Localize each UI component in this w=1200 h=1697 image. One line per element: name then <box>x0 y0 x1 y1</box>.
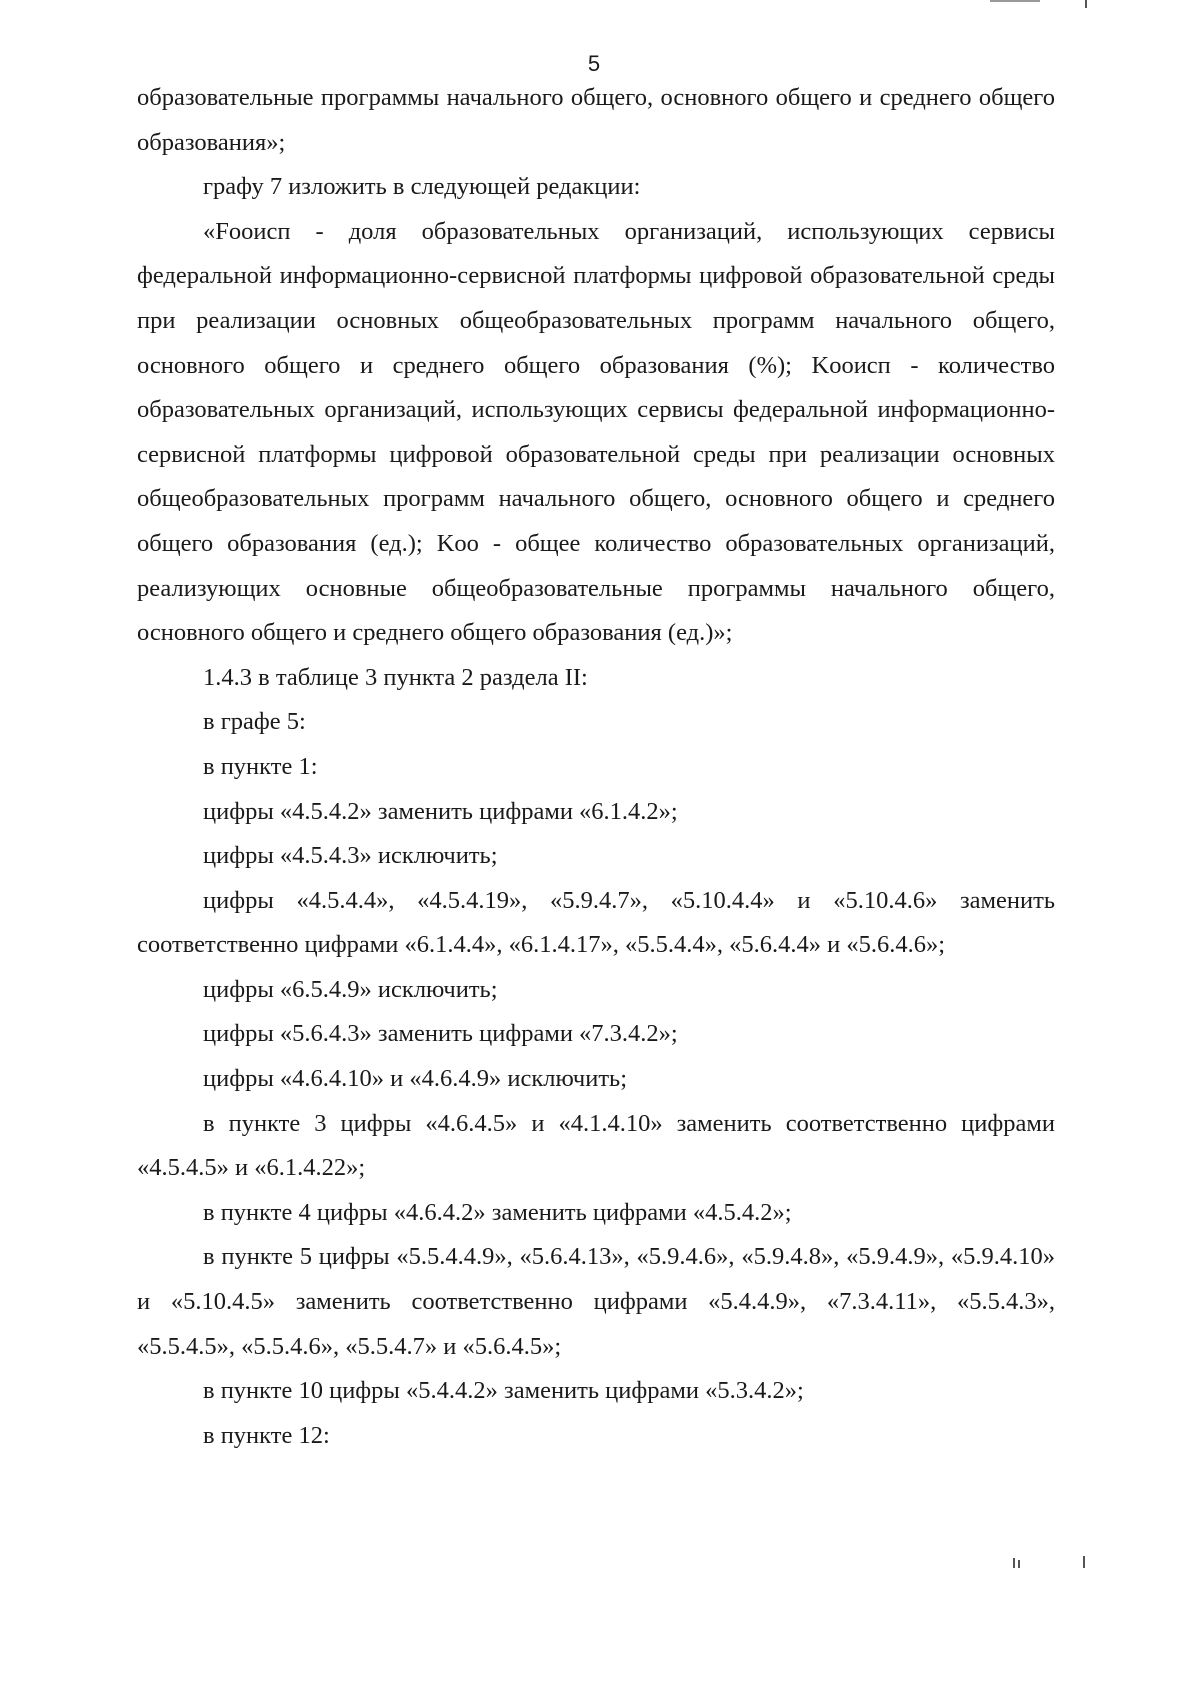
scan-mark <box>1083 1556 1085 1568</box>
document-body <box>137 76 1055 1458</box>
paragraph: в пункте 1: <box>203 752 318 780</box>
scan-mark <box>990 0 1040 2</box>
paragraph: образовательные программы начального общего, основного общего и среднего общего образования»; <box>137 84 1055 156</box>
paragraph: цифры «4.5.4.4», «4.5.4.19», «5.9.4.7», «5.10.4.4» и «5.10.4.6» заменить соответственно цифрами «6.1.4.4», «6.1.4.17», «5.5.4.4», «5.6.4.4» и «5.6.4.6»; <box>137 886 1055 959</box>
paragraph: цифры «4.5.4.2» заменить цифрами «6.1.4.2»; <box>203 797 678 825</box>
paragraph: в графе 5: <box>203 708 306 736</box>
scan-mark <box>1085 0 1087 8</box>
paragraph: в пункте 4 цифры «4.6.4.2» заменить цифрами «4.5.4.2»; <box>203 1198 792 1226</box>
page-number: 5 <box>587 51 601 76</box>
paragraph: в пункте 10 цифры «5.4.4.2» заменить цифрами «5.3.4.2»; <box>203 1377 804 1405</box>
scan-mark <box>1013 1558 1015 1568</box>
paragraph: цифры «4.6.4.10» и «4.6.4.9» исключить; <box>203 1065 628 1093</box>
paragraph: 1.4.3 в таблице 3 пункта 2 раздела II: <box>203 663 588 691</box>
paragraph: в пункте 5 цифры «5.5.4.4.9», «5.6.4.13», «5.9.4.6», «5.9.4.8», «5.9.4.9», «5.9.4.10» и «5.10.4.5» заменить соответственно цифрами «5.4.4.9», «7.3.4.11», «5.5.4.3», «5.5.4.5», «5.5.4.6», «5.5.4.7» и «5.6.4.5»; <box>137 1243 1055 1360</box>
paragraph: графу 7 изложить в следующей редакции: <box>203 173 641 201</box>
scan-mark <box>1018 1560 1020 1568</box>
paragraph: цифры «4.5.4.3» исключить; <box>203 842 498 870</box>
paragraph: в пункте 3 цифры «4.6.4.5» и «4.1.4.10» заменить соответственно цифрами «4.5.4.5» и «6.1.4.22»; <box>137 1109 1055 1182</box>
paragraph: в пункте 12: <box>203 1421 330 1449</box>
paragraph: цифры «6.5.4.9» исключить; <box>203 975 498 1003</box>
paragraph: «Fooисп - доля образовательных организаций, использующих сервисы федеральной информационно-сервисной платформы цифровой образовательной среды при реализации основных общеобразовательных программ начального общего, основного общего и среднего общего образования (%); Kooисп - количество образовательных организаций, использующих сервисы федеральной информационно-сервисной платформы цифровой образовательной среды при реализации основных общеобразовательных программ начального общего, основного общего и среднего общего образования (ед.); Koo - общее количество образовательных организаций, реализующих основные общеобразовательные программы начального общего, основного общего и среднего общего образования (ед.)»; <box>137 217 1055 647</box>
paragraph: цифры «5.6.4.3» заменить цифрами «7.3.4.2»; <box>203 1020 678 1048</box>
